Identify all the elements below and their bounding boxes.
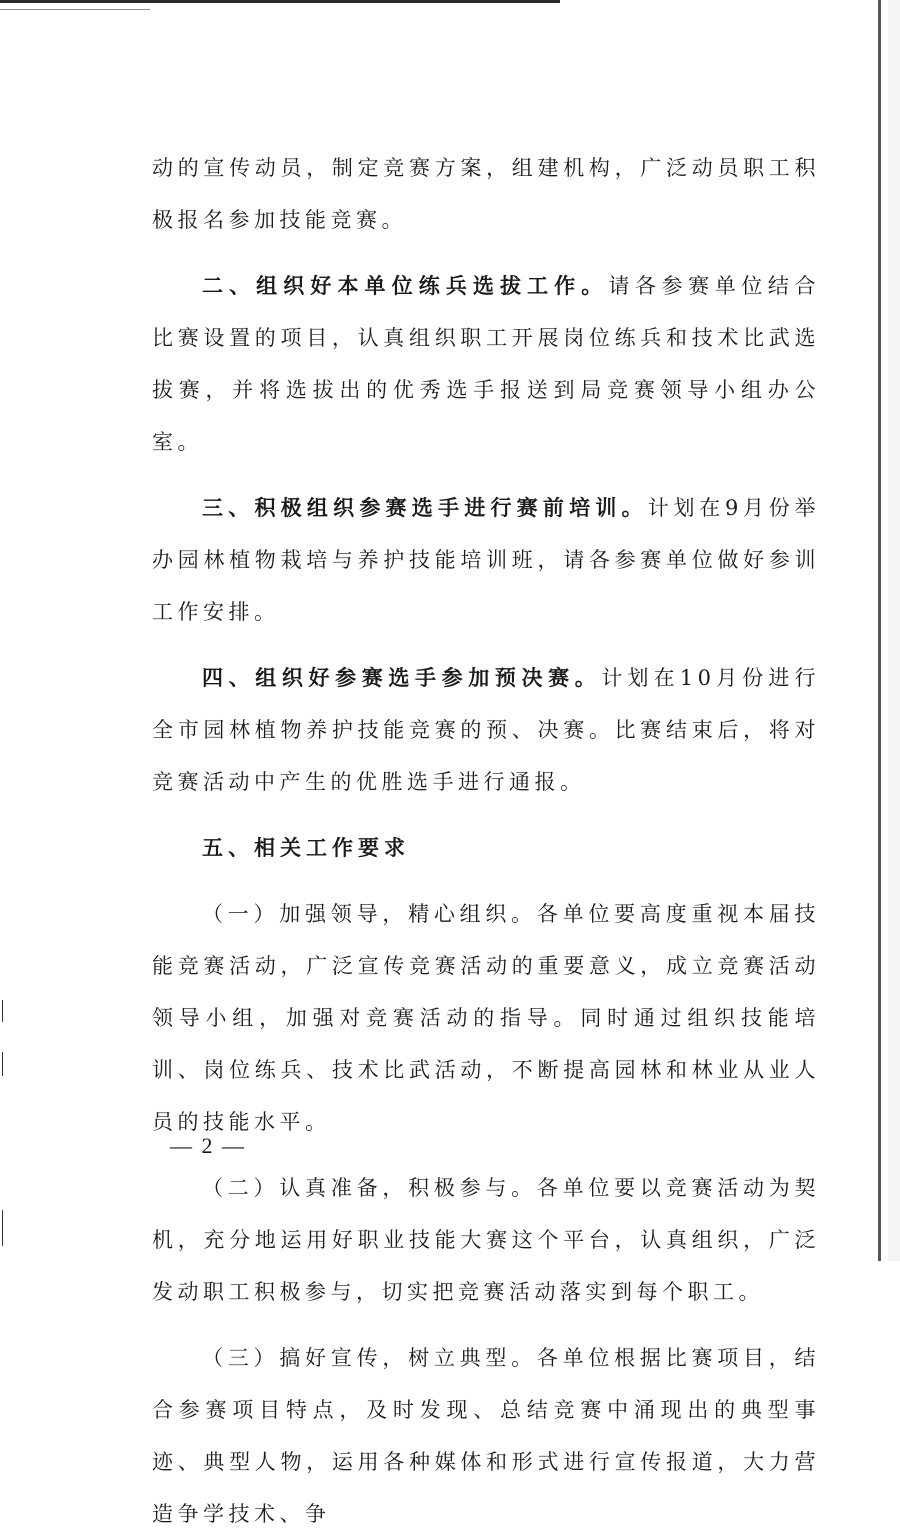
binding-mark	[2, 1052, 3, 1076]
paragraph	[152, 142, 820, 246]
paragraph-text: 计划在10月份进行全市园林植物养护技能竞赛的预、决赛。比赛结束后，将对竞赛活动中产生的优胜选手进行通报。	[152, 666, 820, 794]
paragraph	[152, 482, 820, 638]
section-heading: 二、组织好本单位练兵选拔工作。	[202, 274, 609, 298]
scan-edge-top	[0, 0, 560, 3]
paragraph-text: 请各参赛单位结合比赛设置的项目，认真组织职工开展岗位练兵和技术比武选拔赛，并将选拔出的优秀选手报送到局竞赛领导小组办公室。	[152, 274, 821, 454]
paragraph	[152, 260, 820, 468]
paragraph-text: 动的宣传动员，制定竞赛方案，组建机构，广泛动员职工积极报名参加技能竞赛。	[152, 156, 820, 232]
scan-edge-top-thin	[0, 9, 150, 10]
section-heading: 五、相关工作要求	[202, 836, 410, 860]
paragraph-text: （二）认真准备，积极参与。各单位要以竞赛活动为契机，充分地运用好职业技能大赛这个平台，认真组织，广泛发动职工积极参与，切实把竞赛活动落实到每个职工。	[152, 1176, 820, 1304]
section-heading: 三、积极组织参赛选手进行赛前培训。	[202, 496, 648, 520]
scan-edge-right	[878, 0, 881, 1261]
binding-mark	[2, 1210, 3, 1246]
binding-mark	[2, 1000, 3, 1022]
section-heading: 四、组织好参赛选手参加预决赛。	[202, 666, 602, 690]
paragraph-text: 计划在9月份举办园林植物栽培与养护技能培训班，请各参赛单位做好参训工作安排。	[152, 496, 820, 624]
paragraph	[152, 1332, 820, 1540]
scan-margin-right	[888, 0, 900, 1261]
document-body	[152, 142, 820, 1540]
paragraph	[152, 652, 820, 808]
paragraph	[152, 1162, 820, 1318]
paragraph	[152, 888, 820, 1148]
page-number: — 2 —	[170, 1133, 246, 1158]
paragraph-text: （一）加强领导，精心组织。各单位要高度重视本届技能竞赛活动，广泛宣传竞赛活动的重要意义，成立竞赛活动领导小组，加强对竞赛活动的指导。同时通过组织技能培训、岗位练兵、技术比武活动，不断提高园林和林业从业人员的技能水平。	[152, 902, 820, 1134]
paragraph-text: （三）搞好宣传，树立典型。各单位根据比赛项目，结合参赛项目特点，及时发现、总结竞赛中涌现出的典型事迹、典型人物，运用各种媒体和形式进行宣传报道，大力营造争学技术、争	[152, 1346, 820, 1526]
paragraph	[152, 822, 820, 874]
